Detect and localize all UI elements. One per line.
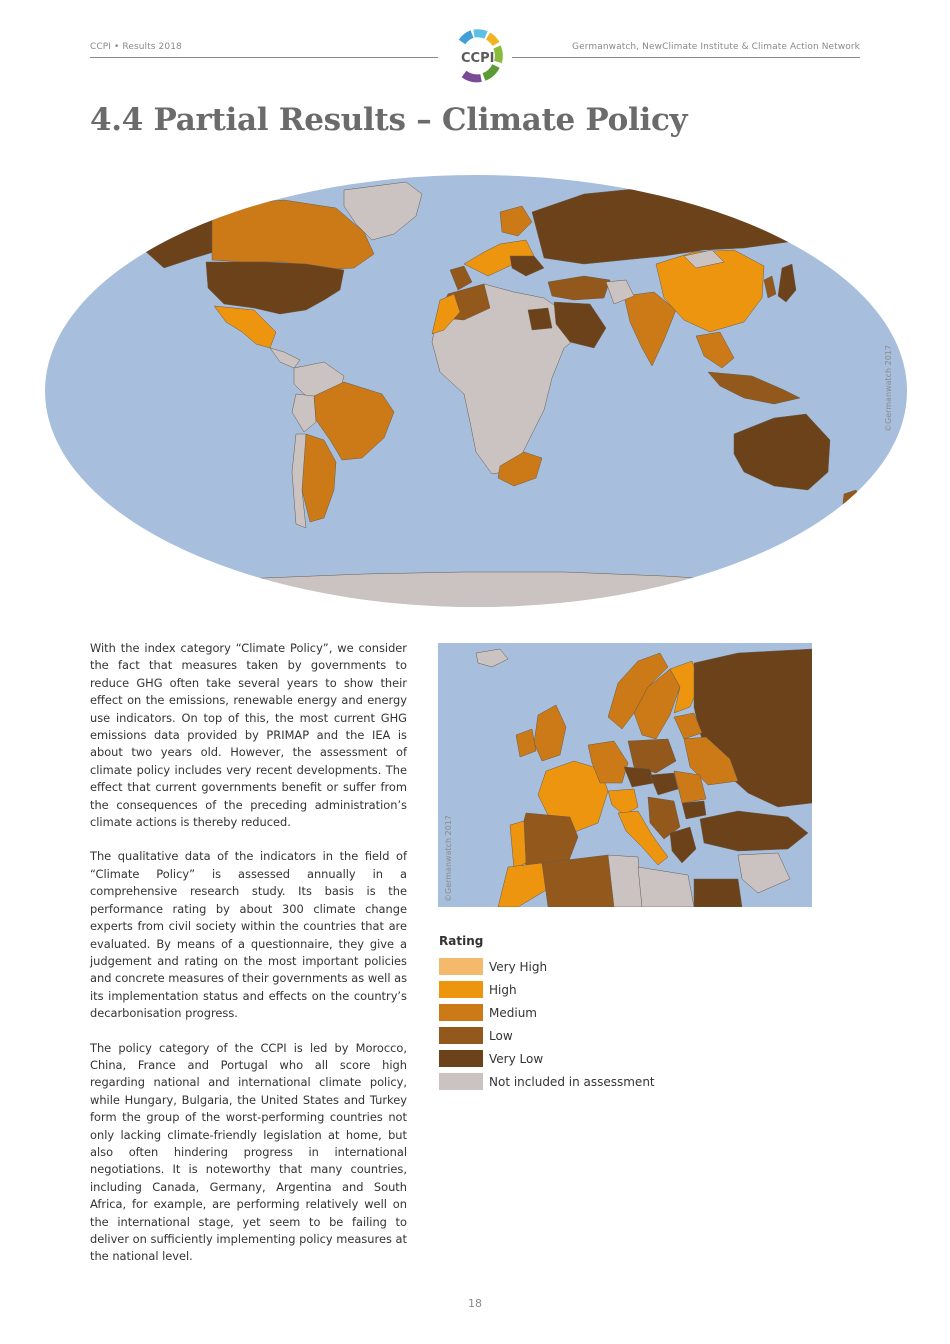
antarctica <box>44 572 908 622</box>
header-left-text: CCPI • Results 2018 <box>90 42 182 52</box>
europe-map-copyright: ©Germanwatch 2017 <box>444 815 453 902</box>
new-zealand <box>842 490 864 518</box>
legend-item-medium <box>439 1001 655 1024</box>
swatch-medium <box>439 1004 483 1021</box>
algeria-inset <box>542 855 614 907</box>
legend-label: Low <box>489 1028 513 1043</box>
legend-item-not-included <box>439 1070 655 1093</box>
europe-map <box>438 643 812 907</box>
legend-item-high <box>439 978 655 1001</box>
legend-label: Not included in assessment <box>489 1074 655 1089</box>
page-title: 4.4 Partial Results – Climate Policy <box>90 102 688 138</box>
header-right-text: Germanwatch, NewClimate Institute & Climate Action Network <box>572 42 860 52</box>
legend-label: Medium <box>489 1005 537 1020</box>
legend <box>439 934 655 1093</box>
header-rule-left <box>90 57 438 58</box>
tunisia-libya <box>608 855 642 907</box>
swatch-very-high <box>439 958 483 975</box>
egypt-inset <box>694 879 742 907</box>
legend-item-very-low <box>439 1047 655 1070</box>
paragraph-2: The qualitative data of the indicators in the field of “Climate Policy” is assessed annually in a comprehensive research study. Its basis is the performance rating by about 300 climate change experts from civil society within the countries that are evaluated. By means of a questionnaire, they give a judgement and rating on the most important policies and concrete measures of their governments as well as its implementation status and effects on the country’s decarbonisation progress. <box>90 849 408 1021</box>
logo-text: CCPI <box>461 51 495 66</box>
swatch-not-included <box>439 1073 483 1090</box>
legend-label: Very Low <box>489 1051 544 1066</box>
header-rule-right <box>512 57 860 58</box>
legend-label: Very High <box>489 959 548 974</box>
legend-item-low <box>439 1024 655 1047</box>
paragraph-1: With the index category “Climate Policy”, we consider the fact that measures taken by governments to reduce GHG often take several years to show their effect on the emissions, renewable energy and energy use indicators. On top of this, the most current GHG emissions data provided by PRIMAP and the IEA is about two years old. However, the assessment of climate policy includes very recent developments. The effect that current governments benefit or suffer from the consequences of the preceding administration’s climate actions is thereby reduced. <box>90 641 407 830</box>
world-map-copyright: ©Germanwatch 2017 <box>884 345 893 432</box>
paragraph-3: The policy category of the CCPI is led by Morocco, China, France and Portugal who all score high regarding national and international climate policy, while Hungary, Bulgaria, the United States and Turkey form the group of the worst-performing countries not only lacking climate-friendly legislation at home, but also often hindering progress in international negotiations. It is noteworthy that many countries, including Canada, Germany, Argentina and South Africa, for example, are performing relatively well on the international stage, yet seem to be failing to deliver on sufficiently implementing policy measures at the national level. <box>90 1040 407 1264</box>
egypt <box>528 308 552 330</box>
legend-title: Rating <box>439 934 484 948</box>
body-text <box>90 640 407 1283</box>
swatch-very-low <box>439 1050 483 1067</box>
swatch-low <box>439 1027 483 1044</box>
ccpi-logo <box>440 28 510 86</box>
swatch-high <box>439 981 483 998</box>
legend-label: High <box>489 982 517 997</box>
legend-item-very-high <box>439 955 655 978</box>
page-number: 18 <box>468 1297 482 1310</box>
world-map <box>44 172 908 622</box>
